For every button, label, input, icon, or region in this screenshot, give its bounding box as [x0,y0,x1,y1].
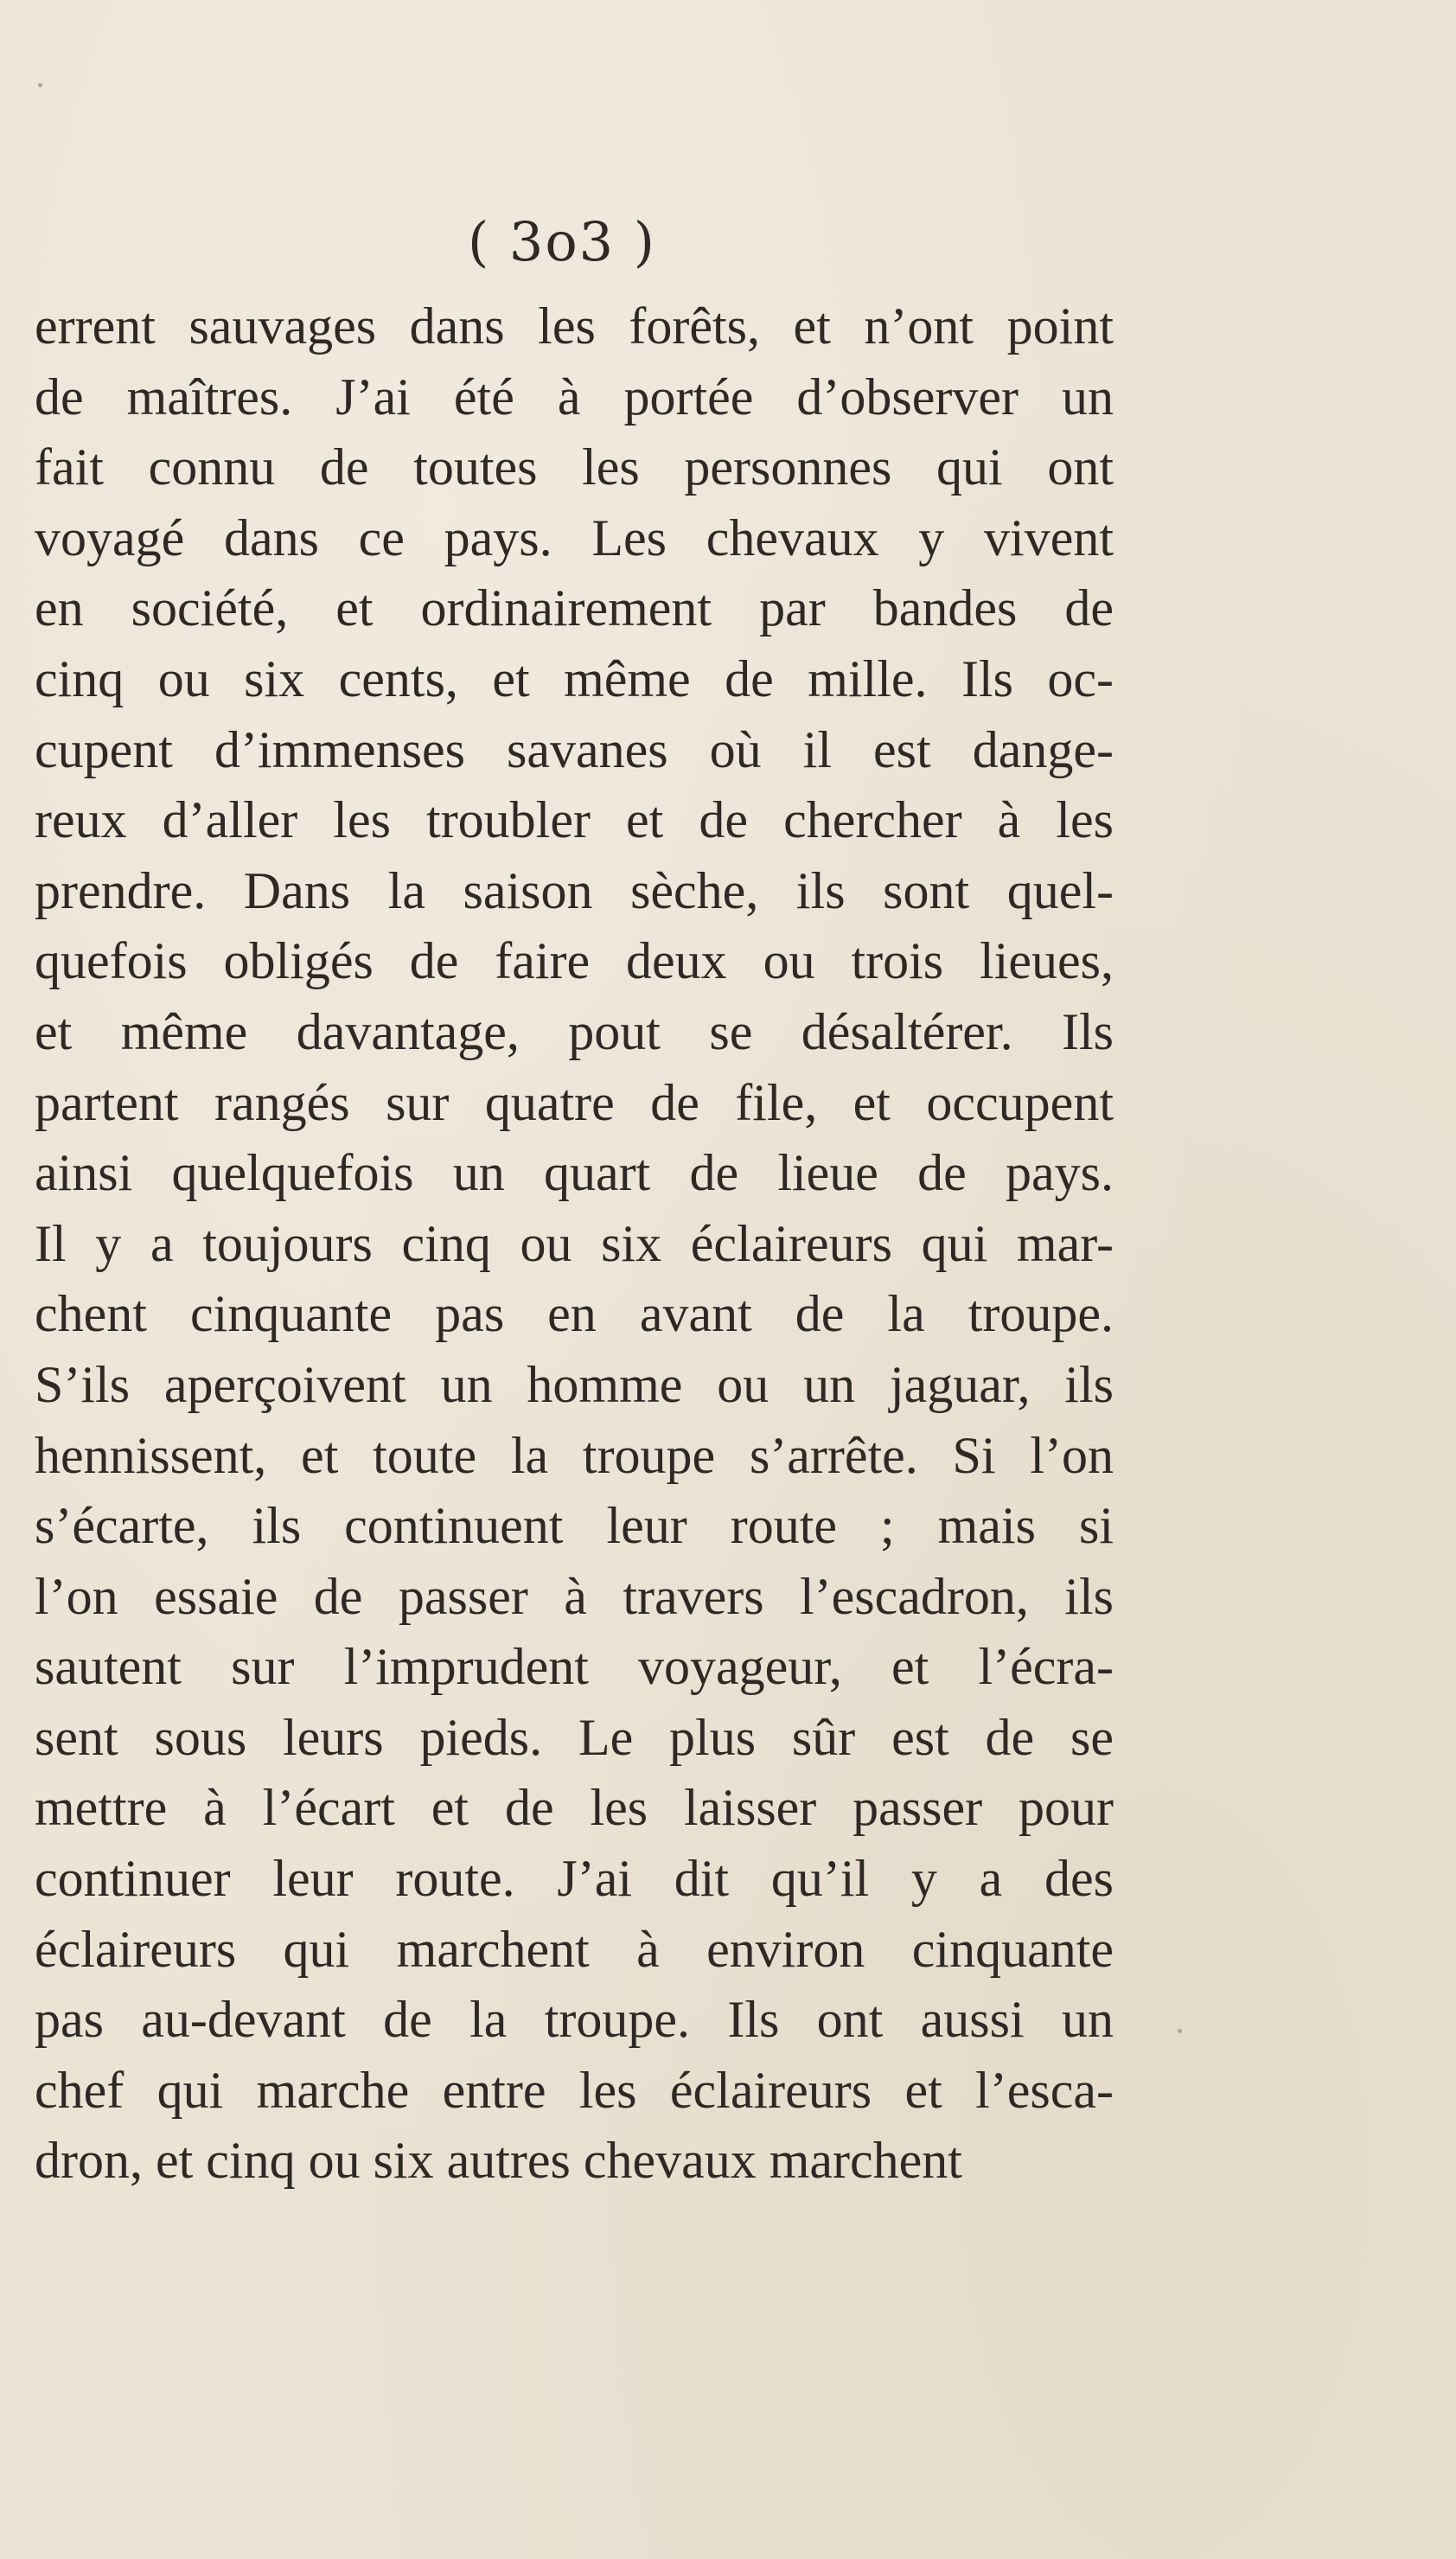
paper-speck [1178,2029,1182,2033]
text-line: Il y a toujours cinq ou six éclaireurs qui mar- [35,1214,1114,1272]
text-line: prendre. Dans la saison sèche, ils sont quel- [35,861,1114,919]
text-line: sent sous leurs pieds. Le plus sûr est de se [35,1708,1114,1766]
text-line: de maîtres. J’ai été à portée d’observer un [35,368,1114,425]
text-line: partent rangés sur quatre de file, et occupent [35,1073,1114,1131]
body-text [35,291,1114,2197]
text-line: chef qui marche entre les éclaireurs et l’esca- [35,2061,1114,2119]
text-line: s’écarte, ils continuent leur route ; mais si [35,1497,1114,1555]
text-line: quefois obligés de faire deux ou trois lieues, [35,932,1114,990]
text-line: cupent d’immenses savanes où il est dange- [35,720,1114,778]
text-line: mettre à l’écart et de les laisser passer pour [35,1779,1114,1837]
text-line: et même davantage, pout se désaltérer. Ils [35,1002,1114,1060]
text-line: voyagé dans ce pays. Les chevaux y vivent [35,509,1114,566]
paper-speck [38,83,42,87]
text-line: continuer leur route. J’ai dit qu’il y a des [35,1850,1114,1908]
text-line: reux d’aller les troubler et de chercher à les [35,791,1114,849]
text-line: éclaireurs qui marchent à environ cinquante [35,1920,1114,1978]
text-line: ainsi quelquefois un quart de lieue de pays. [35,1144,1114,1202]
text-line: en société, et ordinairement par bandes de [35,579,1114,637]
text-line: chent cinquante pas en avant de la troupe. [35,1285,1114,1343]
text-line: hennissent, et toute la troupe s’arrête. Si l’on [35,1426,1114,1484]
text-line: l’on essaie de passer à travers l’escadron, ils [35,1567,1114,1625]
page-number: ( 3o3 ) [467,210,656,273]
text-line: fait connu de toutes les personnes qui ont [35,438,1114,496]
text-line: cinq ou six cents, et même de mille. Ils oc- [35,649,1114,707]
text-line: sautent sur l’imprudent voyageur, et l’écra- [35,1638,1114,1696]
text-line: pas au-devant de la troupe. Ils ont aussi un [35,1991,1114,2049]
text-line: S’ils aperçoivent un homme ou un jaguar, ils [35,1355,1114,1413]
text-line: errent sauvages dans les forêts, et n’ont point [35,297,1114,355]
text-line: dron, et cinq ou six autres chevaux marchent [35,2132,962,2190]
